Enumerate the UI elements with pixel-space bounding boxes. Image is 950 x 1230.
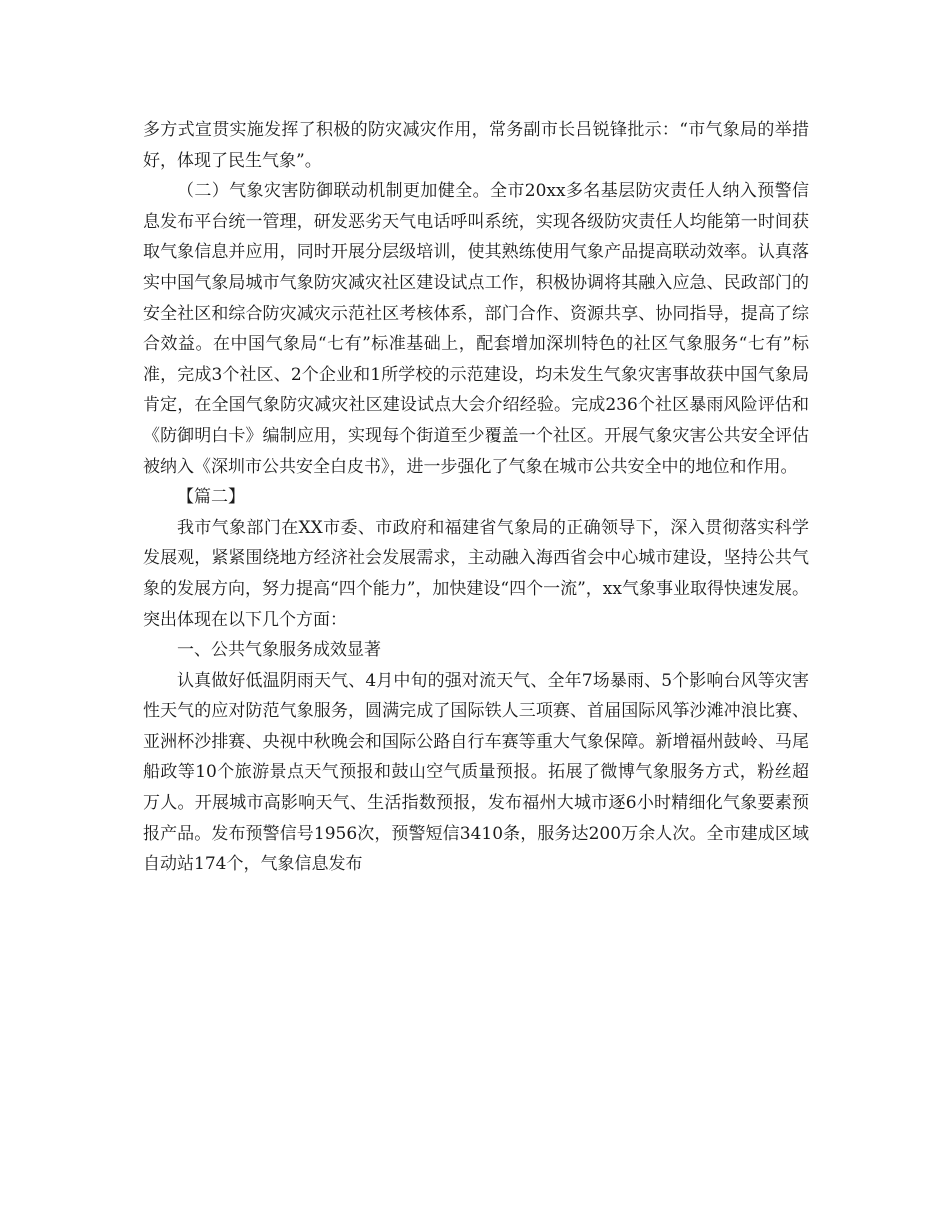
paragraph-1: 多方式宣贯实施发挥了积极的防灾减灾作用，常务副市长吕锐锋批示：“市气象局的举措好，体现了民生气象”。 — [143, 120, 809, 171]
document-page — [143, 115, 809, 880]
section-heading-part-two: 【篇二】 — [177, 487, 245, 508]
paragraph-2: （二）气象灾害防御联动机制更加健全。全市20xx多名基层防灾责任人纳入预警信息发布平台统一管理，研发恶劣天气电话呼叫系统，实现各级防灾责任人均能第一时间获取气象信息并应用，同时开展分层级培训，使其熟练使用气象产品提高联动效率。认真落实中国气象局城市气象防灾减灾社区建设试点工作，积极协调将其融入应急、民政部门的安全社区和综合防灾减灾示范社区考核体系，部门合作、资源共享、协同指导，提高了综合效益。在中国气象局“七有”标准基础上，配套增加深圳特色的社区气象服务“七有”标准，完成3个社区、2个企业和1所学校的示范建设，均未发生气象灾害事故获中国气象局肯定，在全国气象防灾减灾社区建设试点大会介绍经验。完成236个社区暴雨风险评估和《防御明白卡》编制应用，实现每个街道至少覆盖一个社区。开展气象灾害公共安全评估被纳入《深圳市公共安全白皮书》，进一步强化了气象在城市公共安全中的地位和作用。 — [143, 181, 809, 477]
paragraph-3: 我市气象部门在XX市委、市政府和福建省气象局的正确领导下，深入贯彻落实科学发展观，紧紧围绕地方经济社会发展需求，主动融入海西省会中心城市建设，坚持公共气象的发展方向，努力提高“四个能力”，加快建设“四个一流”，xx气象事业取得快速发展。突出体现在以下几个方面： — [143, 517, 809, 630]
paragraph-4: 认真做好低温阴雨天气、4月中旬的强对流天气、全年7场暴雨、5个影响台风等灾害性天气的应对防范气象服务，圆满完成了国际铁人三项赛、首届国际风筝沙滩冲浪比赛、亚洲杯沙排赛、央视中秋晚会和国际公路自行车赛等重大气象保障。新增福州鼓岭、马尾船政等10个旅游景点天气预报和鼓山空气质量预报。拓展了微博气象服务方式，粉丝超万人。开展城市高影响天气、生活指数预报，发布福州大城市逐6小时精细化气象要素预报产品。发布预警信号1956次，预警短信3410条，服务达200万余人次。全市建成区域自动站174个，气象信息发布 — [143, 670, 809, 875]
subsection-heading-1: 一、公共气象服务成效显著 — [177, 640, 381, 661]
